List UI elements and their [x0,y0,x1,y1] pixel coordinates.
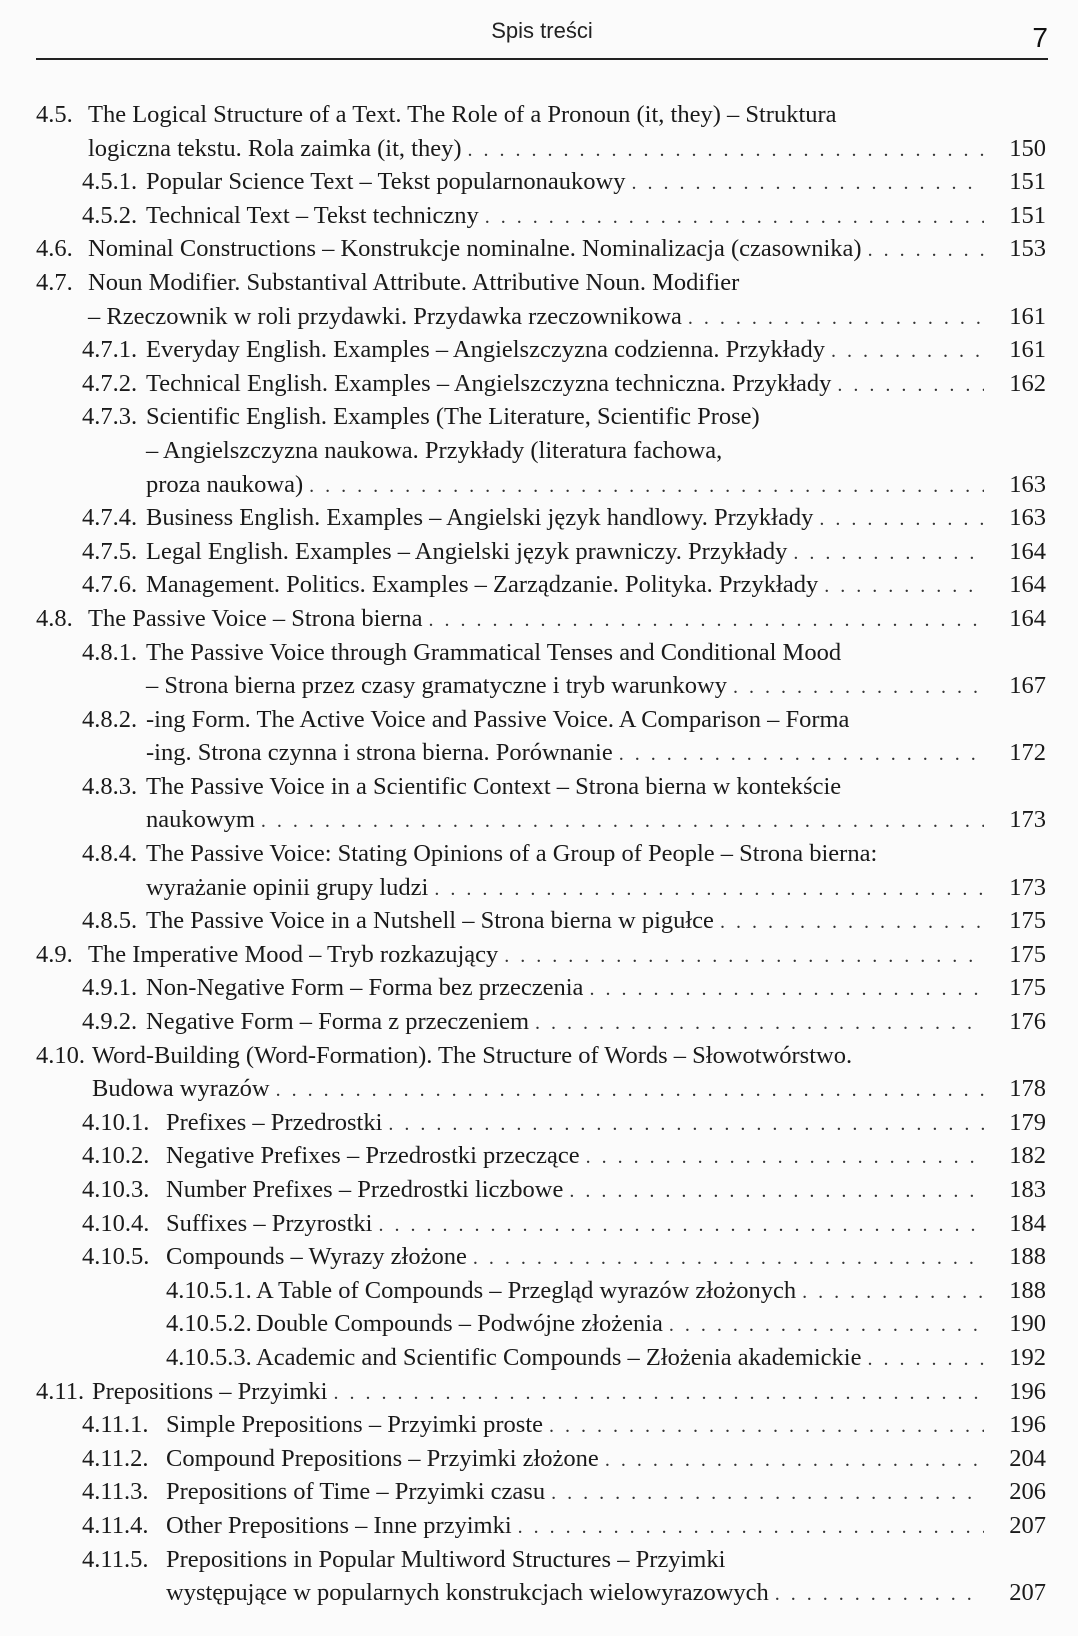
toc-entry-title: The Passive Voice: Stating Opinions of a Group of People – Strona bierna: [146,840,878,868]
toc-entry-page: 204 [1009,1444,1046,1472]
leader-dots [569,1175,984,1209]
toc-entry-page: 161 [1009,302,1046,330]
toc-entry-title: Number Prefixes – Przedrostki liczbowe [166,1176,564,1203]
toc-entry-number: 4.7.4. [82,504,138,532]
leader-dots [388,1108,984,1142]
toc-entry-title: Negative Form – Forma z przeczeniem [146,1008,530,1036]
toc-entry[interactable] [36,1475,1046,1509]
leader-dots [468,134,984,168]
leader-dots [868,234,984,268]
toc-entry-page: 190 [1009,1310,1046,1338]
toc-entry-number: 4.7. [36,268,73,296]
toc-entry-title: The Passive Voice through Grammatical Tenses and Conditional Mood [146,638,842,666]
toc-entry-title: Prefixes – Przedrostki [166,1108,383,1136]
toc-entry-number: 4.8.5. [82,907,138,935]
toc-entry-number: 4.8.1. [82,638,138,666]
leader-dots [276,1074,984,1108]
toc-entry-title: Noun Modifier. Substantival Attribute. Attributive Noun. Modifier [88,268,740,296]
toc-entry-title: Word-Building (Word-Formation). The Structure of Words – Słowotwórstwo. [92,1041,853,1069]
toc-entry[interactable] [36,266,1046,333]
toc-entry-page: 164 [1009,537,1046,565]
leader-dots [775,1578,984,1612]
toc-entry-page: 167 [1009,672,1046,700]
toc-entry-number: 4.5. [36,101,73,128]
toc-entry-title: proza naukowa) [146,470,304,498]
leader-dots [518,1511,984,1545]
toc-entry-number: 4.10. [36,1041,85,1069]
toc-entry-title: Suffixes – Przyrostki [166,1209,373,1237]
toc-entry-title: – Strona bierna przez czasy gramatyczne i tryb warunkowy [146,672,727,700]
toc-entry[interactable] [36,98,1046,165]
leader-dots [504,940,984,974]
toc-entry-page: 163 [1009,504,1046,532]
toc-entry-number: 4.10.5.1. [166,1276,252,1304]
toc-entry-title: -ing. Strona czynna i strona bierna. Porównanie [146,739,613,767]
toc-entry-page: 192 [1009,1343,1046,1371]
toc-entry-page: 150 [1009,134,1046,162]
toc-entry-number: 4.6. [36,235,73,263]
toc-entry[interactable] [36,165,1046,199]
toc-entry[interactable] [36,400,1046,501]
leader-dots [429,604,984,638]
toc-entry-number: 4.7.2. [82,369,138,397]
toc-entry[interactable] [36,1173,1046,1207]
toc-entry-page: 179 [1009,1108,1046,1136]
leader-dots [733,671,984,705]
leader-dots [831,335,984,369]
toc-entry[interactable] [36,1375,1046,1409]
toc-entry-title: Popular Science Text – Tekst popularnonaukowy [146,168,626,196]
leader-dots [605,1444,984,1478]
toc-entry-page: 196 [1009,1377,1046,1405]
toc-entry-title: Double Compounds – Podwójne złożenia [256,1310,663,1338]
toc-entry-page: 164 [1009,571,1046,599]
toc-entry-number: 4.11.3. [82,1478,149,1506]
toc-entry[interactable] [36,568,1046,602]
toc-entry[interactable] [36,636,1046,703]
toc-entry-page: 161 [1009,336,1046,364]
leader-dots [535,1007,984,1041]
toc-entry-page: 182 [1009,1142,1046,1170]
toc-entry[interactable] [36,1274,1046,1308]
toc-entry-page: 188 [1009,1243,1046,1271]
toc-entry[interactable] [36,535,1046,569]
toc-entry-number: 4.10.5.2. [166,1310,252,1338]
toc-entry-page: 207 [1009,1579,1046,1607]
toc-entry[interactable] [36,333,1046,367]
toc-entry-title: wyrażanie opinii grupy ludzi [146,873,429,901]
toc-entry-title: – Angielszczyzna naukowa. Przykłady (literatura fachowa, [146,436,723,464]
leader-dots [619,738,984,772]
toc-entry-title: Technical Text – Tekst techniczny [146,201,479,229]
toc-entry[interactable] [36,1307,1046,1341]
leader-dots [837,369,984,403]
toc-entry-page: 151 [1009,201,1046,229]
toc-entry-page: 175 [1009,907,1046,935]
toc-entry[interactable] [36,1039,1046,1106]
toc-entry-page: 151 [1009,168,1046,196]
toc-entry-number: 4.11. [36,1377,85,1405]
toc-entry-page: 173 [1009,806,1046,834]
toc-entry-page: 172 [1009,739,1046,767]
toc-entry-title: naukowym [146,806,255,834]
toc-entry-number: 4.8. [36,604,73,632]
leader-dots [669,1309,984,1343]
toc-entry-page: 173 [1009,873,1046,901]
toc-entry-page: 175 [1009,940,1046,968]
toc-entry-title: Technical English. Examples – Angielszczyzna techniczna. Przykłady [146,369,832,397]
toc-entry[interactable] [36,1509,1046,1543]
table-of-contents [36,98,1046,1610]
toc-entry-title: The Passive Voice – Strona bierna [88,604,423,632]
toc-entry-page: 162 [1009,369,1046,397]
toc-entry[interactable] [36,703,1046,770]
leader-dots [378,1209,984,1243]
leader-dots [485,201,984,235]
toc-entry-title: Nominal Constructions – Konstrukcje nominalne. Nominalizacja (czasownika) [88,235,862,263]
toc-entry-title: Prepositions of Time – Przyimki czasu [166,1478,546,1506]
toc-entry-page: 183 [1009,1176,1046,1203]
leader-dots [868,1343,985,1377]
toc-entry-number: 4.9. [36,940,73,968]
toc-entry-title: Management. Politics. Examples – Zarządzanie. Polityka. Przykłady [146,571,819,599]
leader-dots [551,1477,984,1511]
leader-dots [802,1276,984,1310]
toc-entry[interactable] [36,1240,1046,1274]
toc-entry-page: 206 [1009,1478,1046,1506]
leader-dots [631,167,984,201]
leader-dots [589,973,984,1007]
toc-entry-number: 4.10.1. [82,1108,150,1136]
leader-dots [819,503,984,537]
toc-entry[interactable] [36,837,1046,904]
toc-entry[interactable] [36,1106,1046,1140]
toc-entry-number: 4.10.2. [82,1142,150,1170]
toc-entry-title: Other Prepositions – Inne przyimki [166,1511,512,1539]
toc-entry-number: 4.7.3. [82,403,138,431]
toc-entry-number: 4.5.2. [82,201,138,229]
toc-entry-title: Legal English. Examples – Angielski język prawniczy. Przykłady [146,537,788,565]
toc-entry-title: Prepositions – Przyimki [92,1377,328,1405]
toc-entry-title: Academic and Scientific Compounds – Złożenia akademickie [256,1343,862,1371]
leader-dots [434,873,984,907]
running-title: Spis treści [491,18,593,43]
toc-entry-title: występujące w popularnych konstrukcjach wielowyrazowych [166,1579,769,1607]
toc-entry[interactable] [36,1408,1046,1442]
toc-entry-number: 4.7.5. [82,537,138,565]
toc-entry-title: The Imperative Mood – Tryb rozkazujący [88,940,499,968]
toc-entry-title: Non-Negative Form – Forma bez przeczenia [146,974,584,1002]
leader-dots [549,1410,984,1444]
toc-entry-page: 196 [1009,1411,1046,1439]
toc-entry-title: The Passive Voice in a Nutshell – Strona bierna w pigułce [146,907,714,935]
leader-dots [720,906,984,940]
toc-entry-page: 175 [1009,974,1046,1002]
toc-entry-title: A Table of Compounds – Przegląd wyrazów złożonych [256,1276,797,1304]
toc-entry-title: Compounds – Wyrazy złożone [166,1243,467,1271]
toc-entry-number: 4.8.4. [82,840,138,868]
toc-entry-number: 4.10.4. [82,1209,150,1237]
toc-entry-number: 4.8.2. [82,705,138,733]
leader-dots [688,302,984,336]
toc-entry-number: 4.7.6. [82,571,138,599]
leader-dots [261,805,984,839]
toc-entry[interactable] [36,232,1046,266]
toc-entry[interactable] [36,938,1046,972]
toc-entry[interactable] [36,1543,1046,1610]
toc-entry-number: 4.10.5. [82,1243,150,1271]
leader-dots [473,1242,984,1276]
toc-entry-number: 4.9.1. [82,974,138,1002]
toc-entry[interactable] [36,501,1046,535]
toc-entry-number: 4.10.3. [82,1176,150,1203]
toc-entry-page: 176 [1009,1008,1046,1036]
toc-entry-title: – Rzeczownik w roli przydawki. Przydawka rzeczownikowa [88,302,682,330]
leader-dots [586,1141,984,1175]
toc-entry-page: 184 [1009,1209,1046,1237]
toc-entry[interactable] [36,367,1046,401]
page-header [36,0,1048,60]
toc-entry[interactable] [36,199,1046,233]
toc-entry-page: 207 [1009,1511,1046,1539]
toc-entry-number: 4.11.4. [82,1511,149,1539]
leader-dots [793,537,984,571]
toc-entry-title: -ing Form. The Active Voice and Passive Voice. A Comparison – Forma [146,705,850,733]
toc-entry-number: 4.7.1. [82,336,138,364]
toc-entry-page: 164 [1009,604,1046,632]
leader-dots [309,470,984,504]
toc-entry-page: 178 [1009,1075,1046,1103]
toc-entry-title: Simple Prepositions – Przyimki proste [166,1411,544,1439]
toc-entry-page: 153 [1009,235,1046,263]
toc-entry[interactable] [36,904,1046,938]
leader-dots [333,1377,984,1411]
toc-entry-title: Prepositions in Popular Multiword Structures – Przyimki [166,1545,726,1573]
toc-entry[interactable] [36,1005,1046,1039]
toc-entry[interactable] [36,1341,1046,1375]
toc-entry-title: Business English. Examples – Angielski język handlowy. Przykłady [146,504,814,532]
toc-entry[interactable] [36,1207,1046,1241]
toc-entry-title: Scientific English. Examples (The Literature, Scientific Prose) [146,403,760,431]
toc-entry-title: logiczna tekstu. Rola zaimka (it, they) [88,134,462,162]
toc-entry-number: 4.11.2. [82,1444,149,1472]
toc-entry-number: 4.10.5.3. [166,1343,252,1371]
page-number: 7 [1032,22,1048,53]
toc-entry-title: The Passive Voice in a Scientific Context – Strona bierna w kontekście [146,772,842,800]
toc-entry[interactable] [36,971,1046,1005]
toc-entry[interactable] [36,1139,1046,1173]
toc-entry[interactable] [36,1442,1046,1476]
toc-entry-number: 4.9.2. [82,1008,138,1036]
toc-entry-page: 163 [1009,470,1046,498]
toc-entry-number: 4.5.1. [82,168,138,196]
toc-entry-page: 188 [1009,1276,1046,1304]
toc-entry-title: The Logical Structure of a Text. The Role of a Pronoun (it, they) – Struktura [88,101,837,128]
toc-entry-number: 4.11.5. [82,1545,149,1573]
toc-entry-title: Everyday English. Examples – Angielszczyzna codzienna. Przykłady [146,336,825,364]
leader-dots [824,570,984,604]
toc-entry-title: Compound Prepositions – Przyimki złożone [166,1444,599,1472]
toc-entry-title: Negative Prefixes – Przedrostki przeczące [166,1142,580,1170]
toc-entry-title: Budowa wyrazów [92,1075,270,1103]
toc-entry[interactable] [36,602,1046,636]
toc-entry-number: 4.11.1. [82,1411,149,1439]
toc-entry[interactable] [36,770,1046,837]
toc-entry-number: 4.8.3. [82,772,138,800]
